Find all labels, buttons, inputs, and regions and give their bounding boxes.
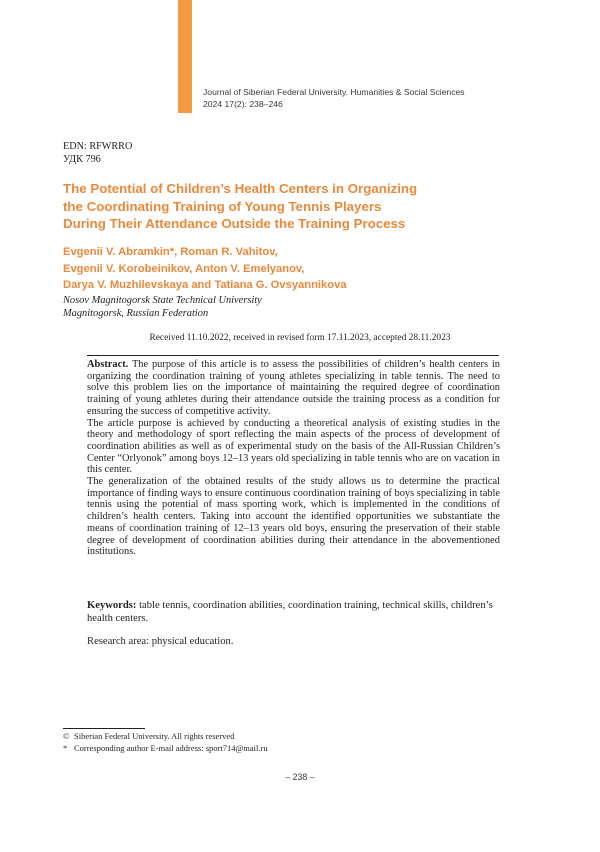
journal-name: Journal of Siberian Federal University. Humanities & Social Sciences (203, 87, 465, 97)
article-meta (63, 140, 132, 167)
abstract-label: Abstract. (87, 359, 129, 370)
keywords (87, 599, 500, 625)
research-area: Research area: physical education. (87, 636, 234, 647)
abstract-paragraph (87, 359, 500, 418)
article-title (63, 180, 503, 233)
journal-citation: 2024 17(2): 238–246 (203, 98, 283, 109)
copyright-mark: © (63, 731, 70, 741)
abstract-text: The purpose of this article is to assess the possibilities of children’s health centers in organizing the coordination training of young athletes specializing in table tennis. The need to solve this problem lies on the importance of maintaining the required degree of coordination training of young athletes during their attendance outside the training process as a condition for ensuring the success of competitive activity. (87, 359, 500, 417)
affiliation-location: Magnitogorsk, Russian Federation (63, 308, 209, 320)
affiliation (63, 294, 262, 321)
author-line: Evgenii V. Abramkin*, Roman R. Vahitov, (63, 246, 278, 258)
asterisk-mark: * (63, 742, 68, 753)
author-line: Evgenii V. Korobeinikov, Anton V. Emelyanov, (63, 262, 305, 275)
abstract-paragraph: The article purpose is achieved by conducting a theoretical analysis of existing studies in the theory and methodology of sport reflecting the main aspects of the process of development of coordination abilities as well as of experimental study on the basis of the All-Russian Children’s Center “Orlyonok” among boys 12–13 years old specializing in table tennis who are on vacation in this center. (87, 417, 500, 476)
abstract-divider (87, 355, 499, 356)
edn-code: EDN: RFWRRO (63, 141, 133, 152)
author-list (63, 244, 347, 294)
author-line: Darya V. Muzhilevskaya and Tatiana G. Ovsyannikova (63, 279, 347, 292)
title-line: The Potential of Children’s Health Centers in Organizing (63, 181, 418, 196)
footnotes (63, 731, 268, 754)
journal-accent-bar (178, 0, 192, 113)
title-line: the Coordinating Training of Young Tennis Players (63, 198, 382, 214)
abstract (87, 359, 500, 558)
footnote-divider (63, 728, 145, 729)
page-number: – 238 – (285, 772, 315, 782)
footnote-corresponding: * Corresponding author E-mail address: sport714@mail.ru (63, 742, 268, 753)
footnote-copyright: © Siberian Federal University. All rights reserved (63, 731, 235, 741)
affiliation-institution: Nosov Magnitogorsk State Technical University (63, 295, 262, 306)
udk-code: УДК 796 (63, 154, 101, 166)
abstract-paragraph: The generalization of the obtained results of the study allows us to determine the practical importance of finding ways to ensure continuous coordination training of boys specializing in table tennis using the potential of mass sporting work, which is implemented in the conditions of children’s health centers. Taking into account the identified opportunities we substantiate the means of coordination training of 12–13 years old boys, ensuring the preservation of their stable degree of development of coordination abilities during their attendance in the abovementioned institutions. (87, 476, 500, 558)
title-line: During Their Attendance Outside the Training Process (63, 216, 406, 231)
journal-header (203, 87, 465, 110)
keywords-text: table tennis, coordination abilities, coordination training, technical skills, children’s health centers. (87, 600, 493, 624)
received-dates: Received 11.10.2022, received in revised form 17.11.2023, accepted 28.11.2023 (149, 333, 451, 343)
keywords-label: Keywords: (87, 600, 137, 611)
